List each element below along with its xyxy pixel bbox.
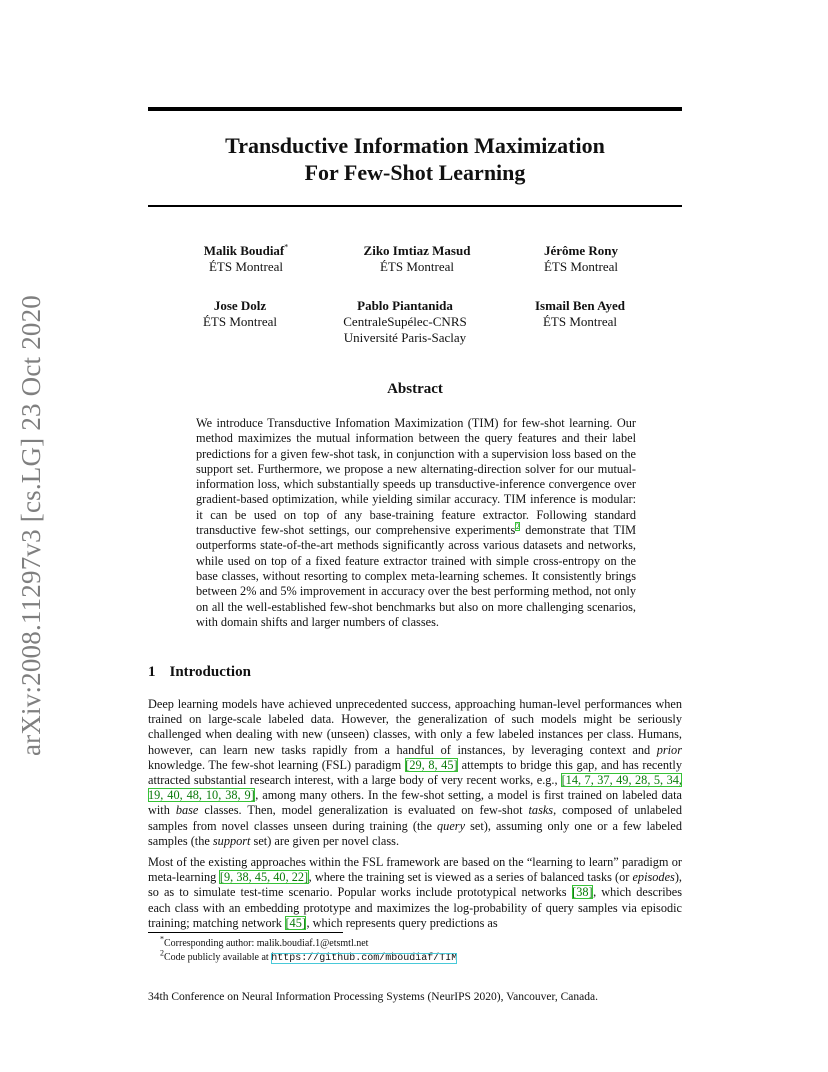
paragraph-text: set) are given per novel class.	[250, 833, 400, 848]
author-affiliation: ÉTS Montreal	[542, 314, 617, 329]
emphasis-text: base	[175, 803, 199, 818]
footnote-rule	[148, 932, 343, 933]
author-footnote-mark: *	[284, 242, 289, 252]
paragraph-text: Deep learning models have achieved unprecedented success, approaching human-level performances when trained on large-scale labeled data. However, the generalization of such models might be seriously challenged when dealing with new (unseen) classes, with only a few labeled instances per class. Humans, however, can learn new tasks rapidly from a handful of instances, by leveraging context and	[148, 697, 682, 757]
author-block-2	[481, 243, 681, 275]
code-url-link[interactable]: https://github.com/mboudiaf/TIM	[271, 953, 458, 964]
emphasis-text: tasks	[528, 803, 554, 818]
author-affiliation: ÉTS Montreal	[208, 259, 283, 274]
abstract-heading: Abstract	[387, 381, 443, 397]
footnote-text: Code publicly available at	[164, 952, 272, 963]
footnote-1	[160, 934, 369, 950]
title-bottom-rule	[148, 205, 682, 207]
paragraph-text: , which represents query predictions as	[306, 915, 498, 930]
paragraph-text: , where the training set is viewed as a series of balanced tasks (or	[308, 870, 633, 885]
emphasis-text: query	[437, 818, 466, 833]
title-line-2: For Few-Shot Learning	[304, 160, 526, 185]
abstract-text-part: We introduce Transductive Infomation Maximization (TIM) for few-shot learning. Our method maximizes the mutual information between the query features and their label predictions for a given few-shot task, in conjunction with a supervision loss based on the support set. Furthermore, we propose a new alternating-direction solver for our mutual-information loss, which substantially speeds up transductive-inference convergence over gradient-based optimization, while yielding similar accuracy. TIM inference is modular: it can be used on top of any base-training feature extractor. Following standard transductive few-shot settings, our comprehensive experiments	[196, 416, 636, 538]
author-name: Jose Dolz	[213, 298, 267, 313]
arxiv-stamp	[4, 290, 60, 760]
paragraph-text: classes. Then, model generalization is evaluated on few-shot	[198, 803, 529, 818]
citation-link[interactable]: [29, 8, 45]	[405, 757, 458, 772]
citation-link[interactable]: [45]	[285, 915, 306, 930]
paragraph-text: , composed of unlabeled samples from novel classes unseen during training (the	[148, 803, 683, 833]
arxiv-stamp-text: arXiv:2008.11297v3 [cs.LG] 23 Oct 2020	[16, 294, 47, 756]
author-block-0	[146, 243, 346, 275]
paragraph-text: set), assuming only one or a few labeled samples (the	[148, 818, 682, 848]
title-top-rule	[148, 107, 682, 111]
citation-link[interactable]: [14, 7, 37, 49, 28, 5, 34, 19, 40, 48, 10, 38, 9]	[148, 773, 683, 803]
abstract-body	[196, 416, 636, 630]
author-block-4	[305, 298, 505, 346]
author-block-5	[480, 298, 680, 330]
emphasis-text: episodes	[632, 870, 675, 885]
author-affiliation: ÉTS Montreal	[202, 314, 277, 329]
author-name: Ismail Ben Ayed	[534, 298, 626, 313]
section-title: Introduction	[169, 664, 251, 680]
citation-link[interactable]: [9, 38, 45, 40, 22]	[219, 870, 309, 885]
intro-paragraph-2	[148, 855, 682, 931]
paper-title	[148, 132, 682, 186]
paragraph-text: knowledge. The few-shot learning (FSL) paradigm	[148, 757, 405, 772]
emphasis-text: prior	[656, 742, 682, 757]
footnote-text: Corresponding author: malik.boudiaf.1@etsmtl.net	[164, 938, 369, 949]
abstract-text-part: demonstrate that TIM outperforms state-of-the-art methods significantly across various datasets and networks, while used on top of a fixed feature extractor trained with simple cross-entropy on the base classes, without resorting to complex meta-learning schemes. It consistently brings between 2% and 5% improvement in accuracy over the best performing method, not only on all the well-established few-shot benchmarks but also on more challenging scenarios, with domain shifts and larger numbers of classes.	[196, 523, 637, 629]
footnote-mark: 2	[160, 948, 164, 958]
paragraph-text: attempts to bridge this gap, and has recently attracted substantial research interest, with a large body of very recent works, e.g.,	[148, 757, 682, 788]
author-affiliation: CentraleSupélec-CNRS	[343, 314, 467, 329]
title-line-1: Transductive Information Maximization	[225, 133, 605, 158]
author-affiliation: ÉTS Montreal	[379, 259, 454, 274]
intro-paragraph-1	[148, 697, 682, 849]
author-affiliation: Université Paris-Saclay	[343, 330, 467, 345]
footnote-2	[160, 948, 458, 965]
paragraph-text: ), so as to simulate test-time scenario. Popular works include prototypical networks	[148, 870, 682, 900]
author-name: Jérôme Rony	[543, 243, 618, 258]
author-name: Pablo Piantanida	[357, 298, 453, 313]
section-number: 1	[148, 664, 156, 680]
paragraph-text: , among many others. In the few-shot setting, a model is first trained on labeled data with	[148, 788, 682, 818]
author-name: Ziko Imtiaz Masud	[363, 243, 471, 258]
conference-footer: 34th Conference on Neural Information Processing Systems (NeurIPS 2020), Vancouver, Canada.	[148, 991, 598, 1003]
author-affiliation: ÉTS Montreal	[543, 259, 618, 274]
footnote-mark: *	[160, 934, 164, 944]
section-heading	[148, 664, 251, 681]
paragraph-text: , which describes each class with an embedding prototype and maximizes the log-probability of query samples via episodic training; matching network	[148, 885, 683, 930]
emphasis-text: support	[212, 833, 251, 848]
paragraph-text: Most of the existing approaches within the FSL framework are based on the “learning to learn” paradigm or meta-learning	[148, 855, 682, 885]
citation-link[interactable]: [38]	[572, 885, 593, 900]
author-name: Malik Boudiaf	[203, 243, 285, 258]
footnote-link[interactable]: 2	[515, 521, 520, 531]
